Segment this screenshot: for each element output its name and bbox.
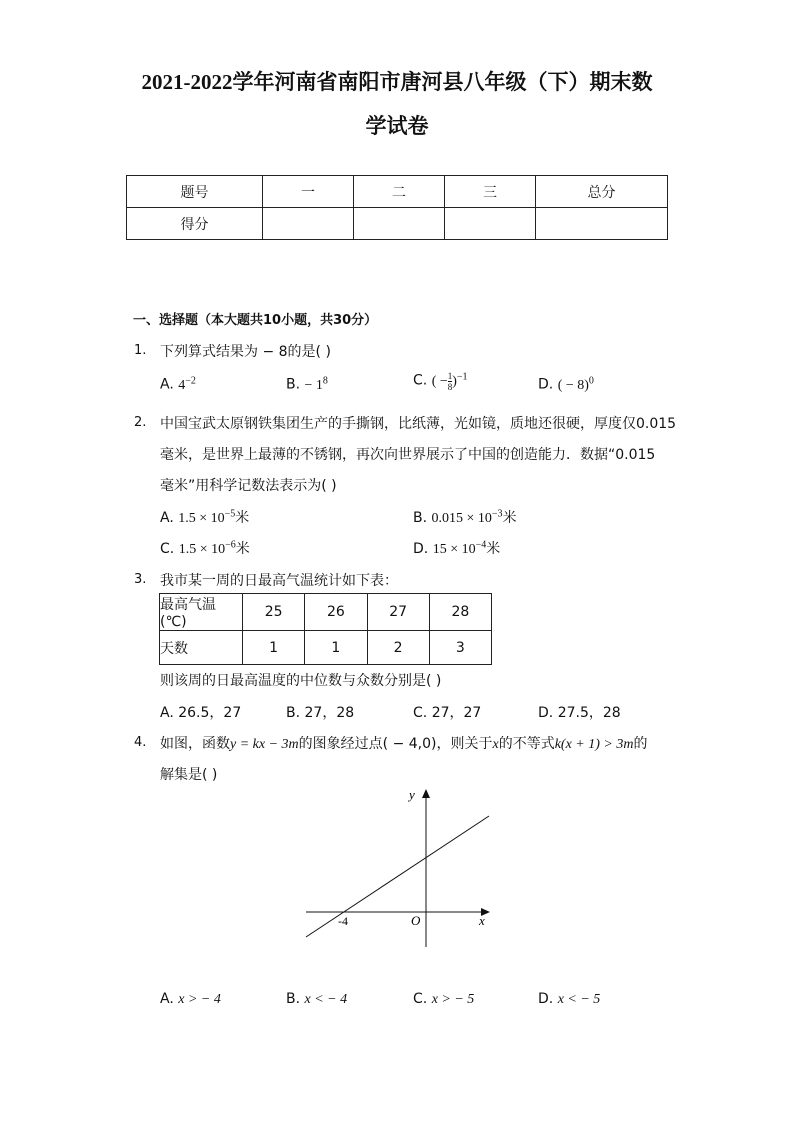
score-header-cell: 题号 xyxy=(127,176,263,208)
option-label: B. xyxy=(286,376,301,393)
question-text: 毫米，是世界上最薄的不锈钢，再次向世界展示了中国的创造能力．数据“0.015 xyxy=(160,447,656,463)
option-label: D. xyxy=(413,541,429,557)
option-math: − $1^8$ xyxy=(304,375,328,393)
inequality-expression: k(x + 1) > 3m xyxy=(554,737,634,752)
option-text: 27，27 xyxy=(431,705,482,721)
score-cell xyxy=(445,208,536,240)
table-cell: 25 xyxy=(243,594,305,631)
option-b xyxy=(286,991,347,1008)
question-text: 如图，函数y = kx − 3m的图象经过点( − 4,0)，则关于x的不等式k(x + 1) > 3m的 xyxy=(160,736,648,752)
score-header-cell: 三 xyxy=(445,176,536,208)
option-label: D. xyxy=(538,376,554,393)
table-cell: 最高气温(℃) xyxy=(160,594,243,631)
option-a xyxy=(160,375,196,394)
table-cell: 2 xyxy=(367,631,429,665)
option-label: C. xyxy=(160,541,175,557)
question-number: 3. xyxy=(134,572,147,587)
option-math: x < − 4 xyxy=(304,992,348,1007)
option-d xyxy=(538,991,600,1008)
temperature-table xyxy=(159,593,492,665)
option-text: 27.5，28 xyxy=(557,705,621,721)
option-d xyxy=(538,702,621,722)
option-label: B. xyxy=(413,510,428,526)
option-label: A. xyxy=(160,376,174,393)
score-header-cell: 二 xyxy=(354,176,445,208)
table-cell: 27 xyxy=(367,594,429,631)
question-text: 下列算式结果为 − 8的是( ) xyxy=(160,344,331,360)
fraction: $\frac{1}{8}$ xyxy=(447,371,453,392)
option-label: A. xyxy=(160,705,174,721)
option-math: $0.015 \times 10^{-3}$ xyxy=(431,508,503,526)
option-math: $1.5 \times 10^{-6}$ xyxy=(178,539,236,557)
option-label: B. xyxy=(286,991,301,1007)
section-heading: 一、选择题（本大题共10小题，共30分） xyxy=(133,313,378,328)
option-b xyxy=(286,702,354,722)
option-label: A. xyxy=(160,510,174,526)
score-table xyxy=(126,175,668,240)
option-text: 26.5，27 xyxy=(178,705,242,721)
option-math: ( − $\frac{1}{8}$ )$^{-1}$ xyxy=(431,371,468,392)
tick-label: -4 xyxy=(338,914,348,928)
score-table-row xyxy=(127,208,668,240)
table-cell: 1 xyxy=(243,631,305,665)
option-label: D. xyxy=(538,991,554,1007)
table-row xyxy=(160,594,492,631)
x-axis-label: x xyxy=(479,913,485,928)
y-axis-arrow xyxy=(422,789,430,798)
page-title-continued: 学试卷 xyxy=(365,114,429,138)
question-text: 毫米”用科学记数法表示为( ) xyxy=(160,478,337,494)
score-cell xyxy=(263,208,354,240)
option-c xyxy=(413,702,481,722)
option-math: ( − 8)$^0$ xyxy=(557,375,594,393)
option-a: A. $1.5 \times 10^{-5}$米 xyxy=(160,508,250,526)
table-cell: 26 xyxy=(305,594,367,631)
score-header-cell: 一 xyxy=(263,176,354,208)
question-text: 则该周的日最高温度的中位数与众数分别是( ) xyxy=(160,673,442,689)
option-label: C. xyxy=(413,991,428,1007)
score-table-header-row xyxy=(127,176,668,208)
option-math: x > − 4 xyxy=(178,992,221,1007)
option-math: x > − 5 xyxy=(431,992,475,1007)
option-b xyxy=(286,375,328,394)
option-text: 27，28 xyxy=(304,705,355,721)
origin-label: O xyxy=(411,913,421,928)
y-axis-label: y xyxy=(409,787,415,802)
option-c xyxy=(413,371,468,392)
option-math: $4^{-2}$ xyxy=(178,375,196,393)
table-cell: 天数 xyxy=(160,631,243,665)
question-number: 2. xyxy=(134,415,147,430)
option-a xyxy=(160,991,221,1008)
option-math: $1.5 \times 10^{-5}$ xyxy=(178,508,236,526)
function-graph xyxy=(300,785,500,955)
question-text: 我市某一周的日最高气温统计如下表： xyxy=(160,573,398,589)
page-title: 2021-2022学年河南省南阳市唐河县八年级（下）期末数 xyxy=(141,70,653,94)
score-row-label: 得分 xyxy=(127,208,263,240)
option-c xyxy=(413,991,474,1008)
option-label: B. xyxy=(286,705,301,721)
score-cell xyxy=(536,208,668,240)
table-row xyxy=(160,631,492,665)
option-math: x < − 5 xyxy=(557,992,601,1007)
score-header-cell: 总分 xyxy=(536,176,668,208)
question-text: 解集是( ) xyxy=(160,767,218,783)
table-cell: 1 xyxy=(305,631,367,665)
score-cell xyxy=(354,208,445,240)
option-label: C. xyxy=(413,372,428,389)
option-label: C. xyxy=(413,705,428,721)
option-a xyxy=(160,702,241,722)
option-b: B. $0.015 \times 10^{-3}$米 xyxy=(413,508,517,526)
question-number: 4. xyxy=(134,735,147,750)
function-line xyxy=(306,816,489,937)
question-number: 1. xyxy=(134,343,147,358)
function-expression: y = kx − 3m xyxy=(230,737,299,752)
option-d: D. $15 \times 10^{-4}$米 xyxy=(413,539,501,557)
option-label: A. xyxy=(160,991,174,1007)
option-label: D. xyxy=(538,705,554,721)
option-c: C. $1.5 \times 10^{-6}$米 xyxy=(160,539,250,557)
option-math: $15 \times 10^{-4}$ xyxy=(432,539,487,557)
table-cell: 28 xyxy=(429,594,491,631)
table-cell: 3 xyxy=(429,631,491,665)
question-text: 中国宝武太原钢铁集团生产的手撕钢，比纸薄，光如镜，质地还很硬，厚度仅0.015 xyxy=(160,416,677,432)
option-d xyxy=(538,375,594,394)
